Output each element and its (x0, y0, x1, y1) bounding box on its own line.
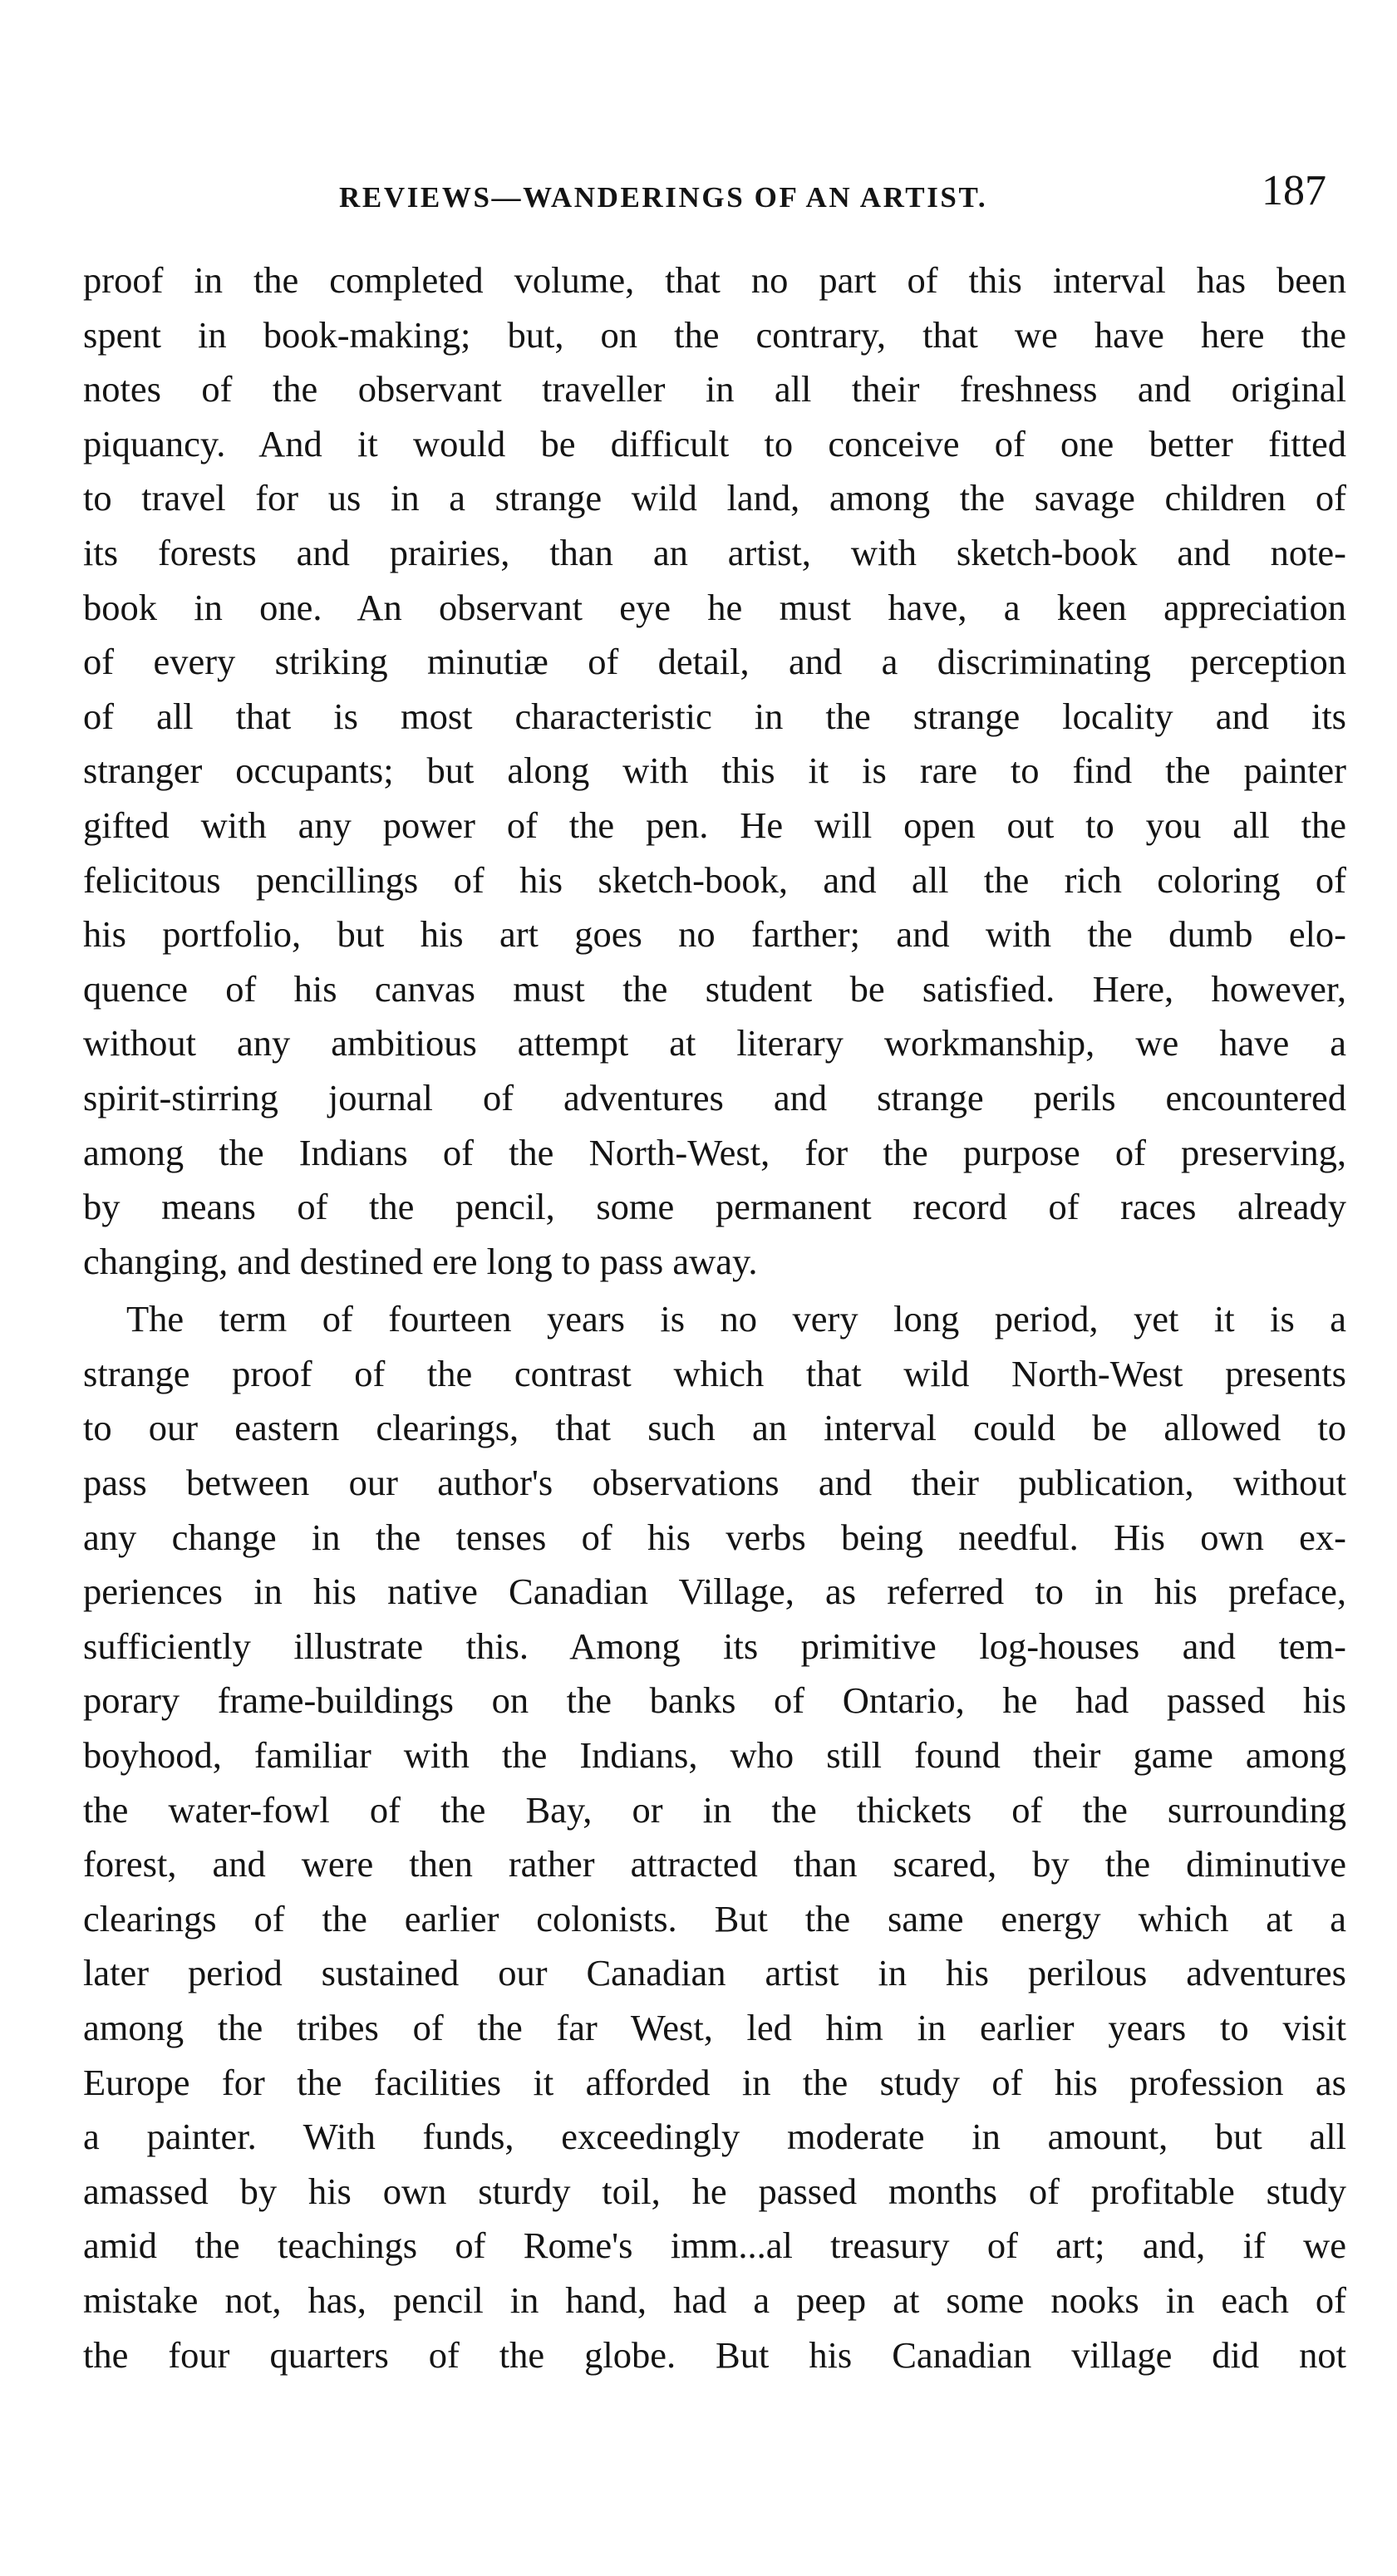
text-line: felicitous pencillings of his sketch-book, and all the rich coloring of (83, 858, 1346, 901)
page-header (83, 166, 1346, 233)
text-line: changing, and destined ere long to pass away. (83, 1240, 758, 1282)
text-line: The term of fourteen years is no very long period, yet it is a (126, 1298, 1346, 1340)
text-line: his portfolio, but his art goes no farther; and with the dumb elo- (83, 913, 1346, 956)
text-line: its forests and prairies, than an artist, with sketch-book and note- (83, 531, 1346, 573)
text-line: proof in the completed volume, that no part of this interval has been (83, 259, 1346, 301)
text-line: later period sustained our Canadian artist in his perilous adventures (83, 1952, 1346, 1994)
text-line: among the tribes of the far West, led him in earlier years to visit (83, 2007, 1346, 2048)
text-line: periences in his native Canadian Village, as referred to in his preface, (83, 1571, 1346, 1613)
text-line: of all that is most characteristic in the strange locality and its (83, 695, 1346, 737)
running-title: REVIEWS—WANDERINGS OF AN ARTIST. (339, 181, 988, 214)
text-line: amassed by his own sturdy toil, he passed months of profitable study (83, 2170, 1346, 2212)
body-text (83, 253, 1346, 2382)
text-line: strange proof of the contrast which that wild North-West presents (83, 1352, 1346, 1394)
text-line: the four quarters of the globe. But his Canadian village did not (83, 2333, 1346, 2376)
text-line: forest, and were then rather attracted than scared, by the diminutive (83, 1843, 1346, 1885)
text-line: piquancy. And it would be difficult to conceive of one better fitted (83, 422, 1346, 465)
text-line: clearings of the earlier colonists. But the same energy which at a (83, 1897, 1346, 1939)
text-line: a painter. With funds, exceedingly moderate in amount, but all (83, 2116, 1346, 2158)
text-line: any change in the tenses of his verbs being needful. His own ex- (83, 1516, 1346, 1558)
text-line: without any ambitious attempt at literary workmanship, we have a (83, 1022, 1346, 1064)
text-line: amid the teachings of Rome's imm...al treasury of art; and, if we (83, 2225, 1346, 2267)
text-line: book in one. An observant eye he must have, a keen appreciation (83, 586, 1346, 628)
text-line: porary frame-buildings on the banks of Ontario, he had passed his (83, 1679, 1346, 1722)
text-line: to our eastern clearings, that such an interval could be allowed to (83, 1407, 1346, 1449)
text-line: mistake not, has, pencil in hand, had a peep at some nooks in each of (83, 2279, 1346, 2321)
text-line: notes of the observant traveller in all their freshness and original (83, 368, 1346, 410)
text-line: sufficiently illustrate this. Among its primitive log-houses and tem- (83, 1625, 1346, 1667)
text-line: Europe for the facilities it afforded in the study of his profession as (83, 2061, 1346, 2103)
paragraph-1 (83, 253, 1346, 1289)
text-line: of every striking minutiæ of detail, and a discriminating perception (83, 641, 1346, 683)
text-line: spent in book-making; but, on the contrary, that we have here the (83, 313, 1346, 356)
text-line: quence of his canvas must the student be satisfied. Here, however, (83, 967, 1346, 1010)
text-line: boyhood, familiar with the Indians, who still found their game among (83, 1734, 1346, 1777)
page-number: 187 (1262, 167, 1326, 214)
text-line: stranger occupants; but along with this it is rare to find the painter (83, 750, 1346, 792)
text-line: gifted with any power of the pen. He will open out to you all the (83, 804, 1346, 846)
text-line: by means of the pencil, some permanent record of races already (83, 1186, 1346, 1228)
text-line: spirit-stirring journal of adventures and strange perils encountered (83, 1076, 1346, 1118)
paragraph-2 (83, 1292, 1346, 2382)
text-line: among the Indians of the North-West, for the purpose of preserving, (83, 1131, 1346, 1173)
text-line: the water-fowl of the Bay, or in the thickets of the surrounding (83, 1788, 1346, 1831)
text-line: pass between our author's observations and their publication, without (83, 1462, 1346, 1504)
text-line: to travel for us in a strange wild land, among the savage children of (83, 477, 1346, 519)
